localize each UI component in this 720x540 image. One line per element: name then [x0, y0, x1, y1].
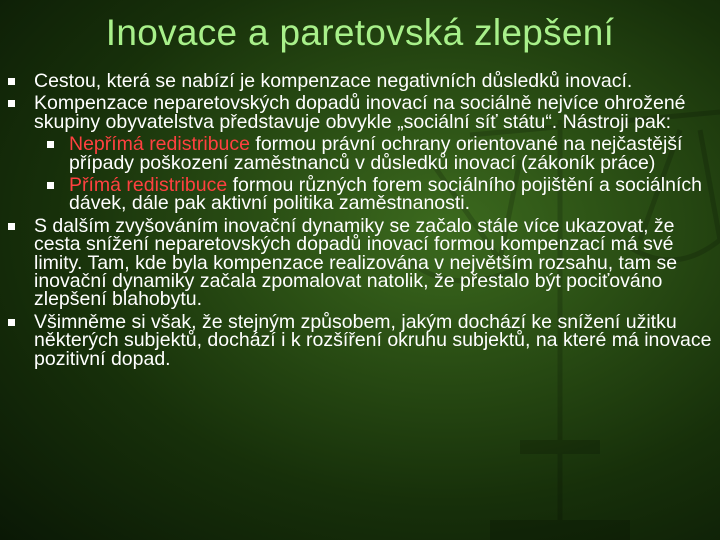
item-text: formou různých forem sociálního pojištění a sociálních dávek, dále pak aktivní politika zaměstnanosti. — [69, 174, 702, 215]
item-text: Cestou, která se nabízí je kompenzace negativních důsledků inovací. — [34, 70, 633, 92]
item-text: S dalším zvyšováním inovační dynamiky se začalo stále více ukazovat, že cesta snížení neparetovských dopadů inovací formou kompenzací má své limity. Tam, kde byla kompenzace realizována v největším rozsahu, tam se inovační dynamiky začala zpomalovat natolik, že přestalo být pociťováno zlepšení blahobytu. — [34, 214, 678, 311]
square-bullet-icon — [8, 100, 15, 107]
list-item — [34, 94, 714, 131]
square-bullet-icon — [8, 223, 15, 230]
square-bullet-icon — [8, 319, 15, 326]
item-text: Kompenzace neparetovských dopadů inovací na sociálně nejvíce ohrožené skupiny obyvatelstva představuje obvykle „sociální síť státu“. Nástroji pak: — [34, 92, 686, 133]
list-item — [34, 310, 714, 370]
item-text: Všimněme si však, že stejným způsobem, jakým dochází ke snížení užitku některých subjektů, dochází i k rozšíření okruhu subjektů, na které má inovace pozitivní dopad. — [34, 310, 712, 370]
bullet-list — [0, 72, 720, 368]
item-highlight: Nepřímá redistribuce — [69, 133, 250, 156]
list-item — [34, 72, 714, 90]
slide-title: Inovace a paretovská zlepšení — [105, 12, 615, 53]
square-bullet-icon — [47, 141, 54, 148]
square-bullet-icon — [8, 78, 15, 85]
sub-list-item — [69, 135, 708, 172]
item-highlight: Přímá redistribuce — [69, 174, 228, 197]
sub-list-item — [69, 176, 708, 213]
square-bullet-icon — [47, 182, 54, 189]
item-text: formou právní ochrany orientované na nejčastější případy poškození zaměstnanců v důsledků inovací (zákoník práce) — [69, 133, 683, 174]
list-item — [34, 214, 714, 311]
